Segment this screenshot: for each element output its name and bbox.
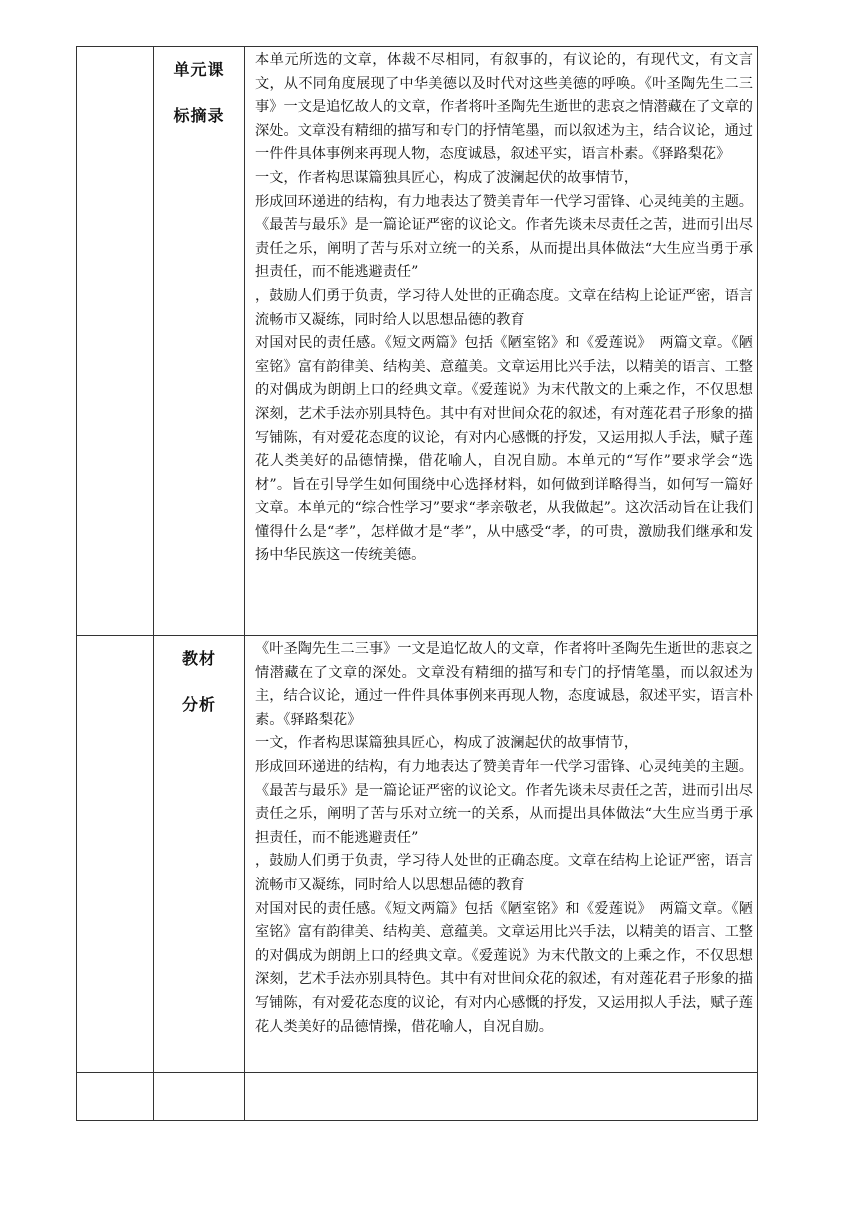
- paragraph: 形成回环递进的结构，有力地表达了赞美青年一代学习雷锋、心灵纯美的主题。《最苦与最乐》是一篇论证严密的议论文。作者先谈未尽责任之苦，进而引出尽责任之乐，阐明了苦与乐对立统一的关系，从而提出具体做法“大生应当勇于承担责任，而不能逃避责任”: [255, 193, 753, 281]
- paragraph: 对国对民的责任感。《短文两篇》包括《陋室铭》和《爱莲说》 两篇文章。《陋室铭》富有韵律美、结构美、意蕴美。文章运用比兴手法，以精美的语言、工整的对偶成为朗朗上口的经典文章。《爱莲说》为末代散文的上乘之作，不仅思想深刻，艺术手法亦别具特色。其中有对世间众花的叙述，有对莲花君子形象的描写铺陈，有对爱花态度的议论，有对内心感慨的抒发，又运用拟人手法，赋子莲花人类美好的品德情操，借花喻人，自况自励。: [255, 900, 753, 1035]
- table-row-unit-standards: [77, 47, 758, 636]
- unit-standards-text: [245, 47, 757, 570]
- content-cell: [245, 47, 758, 636]
- row-label-textbook-analysis: 教材 分析: [181, 649, 216, 714]
- table-row-textbook-analysis: [77, 636, 758, 1073]
- paragraph: 本单元所选的文章，体裁不尽相同，有叙事的，有议论的，有现代文，有文言文，从不同角度展现了中华美德以及时代对这些美德的呼唤。《叶圣陶先生二三事》一文是追忆故人的文章，作者将叶圣陶先生逝世的悲哀之情潜藏在了文章的深处。文章没有精细的描写和专门的抒情笔墨，而以叙述为主，结合议论，通过一件件具体事例来再现人物，态度诚恳，叙述平实，语言朴素。《驿路梨花》: [255, 52, 753, 163]
- paragraph: 形成回环递进的结构，有力地表达了赞美青年一代学习雷锋、心灵纯美的主题。《最苦与最乐》是一篇论证严密的议论文。作者先谈未尽责任之苦，进而引出尽责任之乐，阐明了苦与乐对立统一的关系，从而提出具体做法“大生应当勇于承担责任，而不能逃避责任”: [255, 758, 753, 846]
- lesson-plan-table: [76, 46, 758, 1121]
- paragraph: ，鼓励人们勇于负责，学习待人处世的正确态度。文章在结构上论证严密，语言流畅市又凝练，同时给人以思想品德的教育: [255, 853, 753, 893]
- empty-cell: [77, 636, 154, 1073]
- textbook-analysis-text: [245, 636, 757, 1041]
- paragraph: 对国对民的责任感。《短文两篇》包括《陋室铭》和《爱莲说》 两篇文章。《陋室铭》富有韵律美、结构美、意蕴美。文章运用比兴手法，以精美的语言、工整的对偶成为朗朗上口的经典文章。《爱莲说》为末代散文的上乘之作，不仅思想深刻，艺术手法亦别具特色。其中有对世间众花的叙述，有对莲花君子形象的描写铺陈，有对爱花态度的议论，有对内心感慨的抒发，又运用拟人手法，赋子莲花人类美好的品德情操，借花喻人，自况自励。本单元的“写作”要求学会“选材”。旨在引导学生如何围绕中心选择材料，如何做到详略得当，如何写一篇好文章。本单元的“综合性学习”要求“孝亲敬老，从我做起”。这次活动旨在让我们懂得什么是“孝”，怎样做才是“孝”，从中感受“孝，的可贵，激励我们继承和发扬中华民族这一传统美德。: [255, 335, 753, 564]
- row-label-unit-standards: 单元课 标摘录: [173, 60, 225, 125]
- row-label-cell: [154, 47, 245, 636]
- paragraph: 一文，作者构思谋篇独具匠心，构成了波澜起伏的故事情节，: [255, 735, 639, 752]
- empty-cell: [77, 47, 154, 636]
- paragraph: 《叶圣陶先生二三事》一文是追忆故人的文章，作者将叶圣陶先生逝世的悲哀之情潜藏在了文章的深处。文章没有精细的描写和专门的抒情笔墨，而以叙述为主，结合议论，通过一件件具体事例来再现人物，态度诚恳，叙述平实，语言朴素。《驿路梨花》: [255, 641, 753, 728]
- empty-cell: [77, 1073, 154, 1121]
- table-row-empty: [77, 1073, 758, 1121]
- row-label-cell: [154, 636, 245, 1073]
- empty-cell: [245, 1073, 758, 1121]
- paragraph: 一文，作者构思谋篇独具匠心，构成了波澜起伏的故事情节，: [255, 169, 639, 186]
- empty-cell: [154, 1073, 245, 1121]
- paragraph: ，鼓励人们勇于负责，学习待人处世的正确态度。文章在结构上论证严密，语言流畅市又凝练，同时给人以思想品德的教育: [255, 287, 753, 328]
- content-cell: [245, 636, 758, 1073]
